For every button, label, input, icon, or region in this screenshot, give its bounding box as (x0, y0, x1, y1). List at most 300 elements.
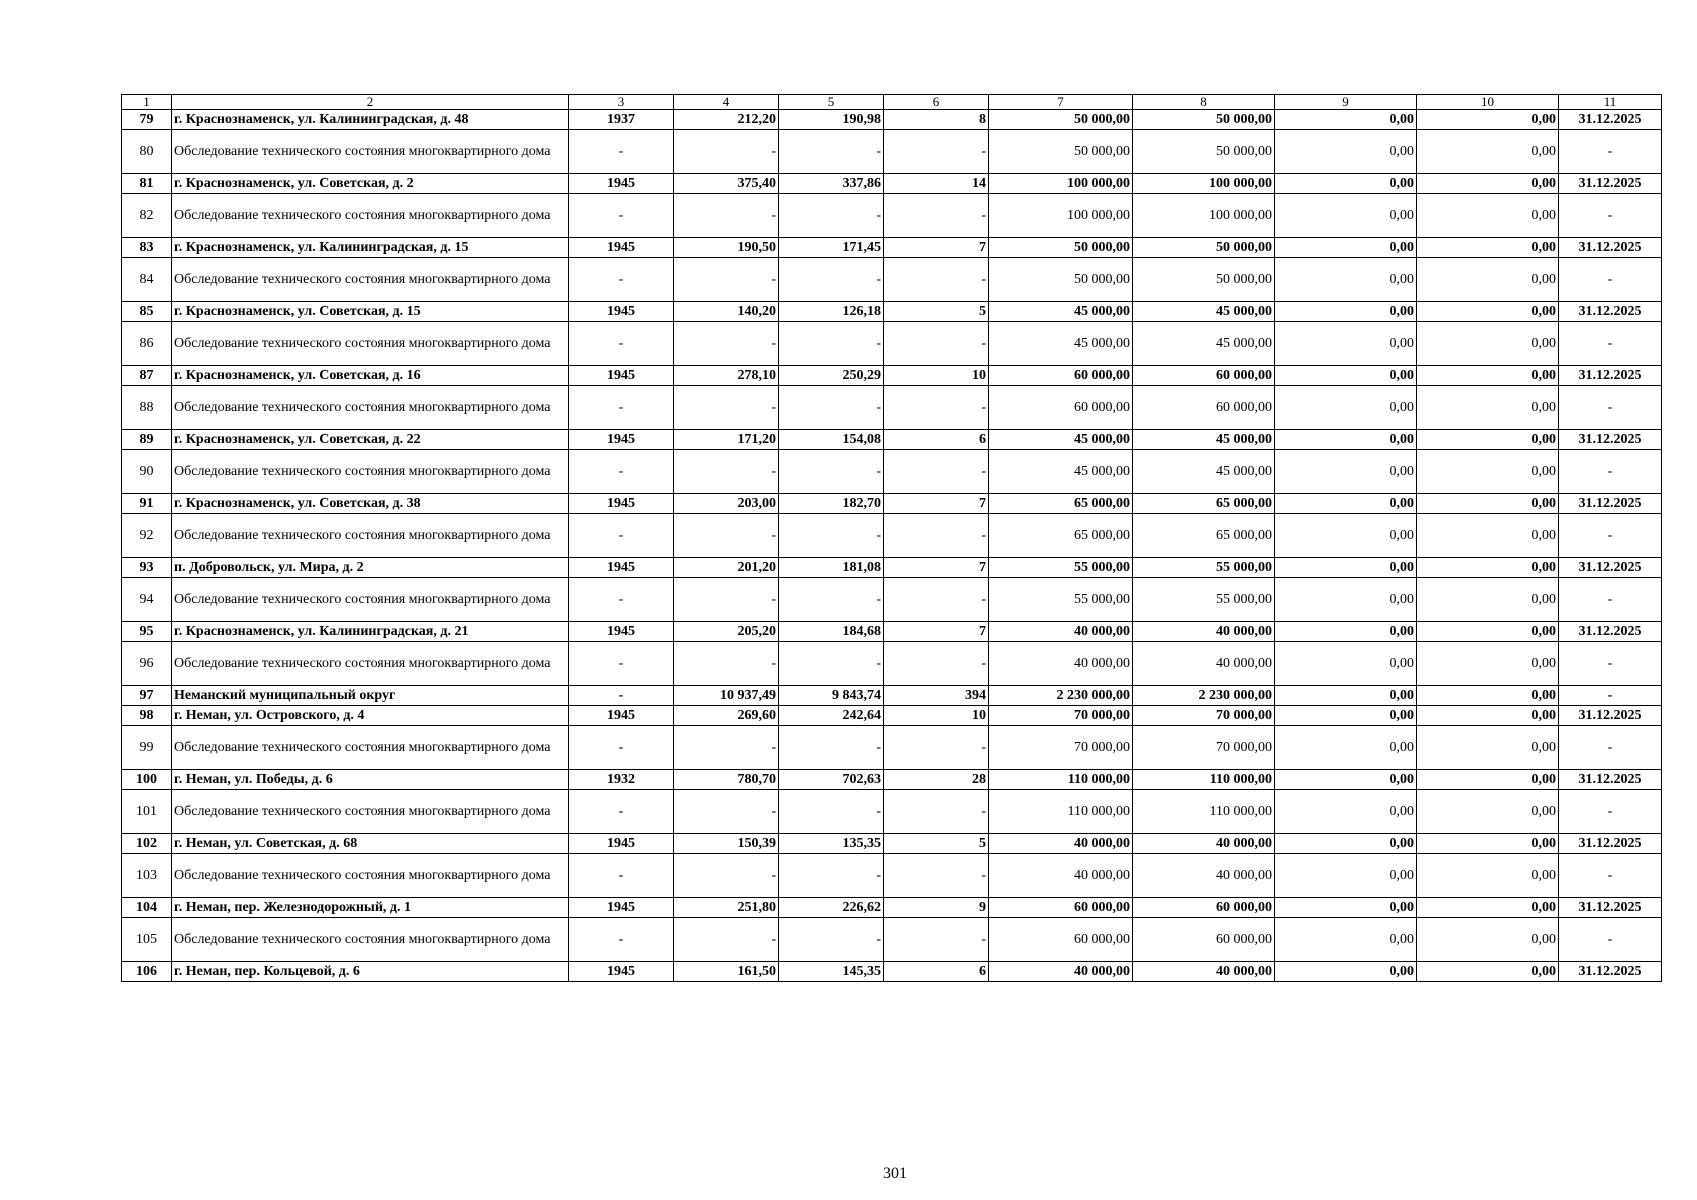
cell-col-3: 1945 (569, 238, 674, 258)
cell-col-11: 31.12.2025 (1559, 174, 1662, 194)
cell-col-2: Обследование технического состояния многоквартирного дома (172, 578, 569, 622)
table-row-address (122, 110, 1662, 130)
cell-col-4: - (674, 450, 779, 494)
cell-col-4: 171,20 (674, 430, 779, 450)
cell-col-1: 98 (122, 706, 172, 726)
cell-col-8: 45 000,00 (1133, 302, 1275, 322)
column-header-10: 10 (1417, 95, 1559, 110)
cell-col-2: Обследование технического состояния многоквартирного дома (172, 514, 569, 558)
cell-col-9: 0,00 (1275, 706, 1417, 726)
cell-col-10: 0,00 (1417, 322, 1559, 366)
table-row-address (122, 898, 1662, 918)
cell-col-8: 60 000,00 (1133, 366, 1275, 386)
cell-col-4: - (674, 642, 779, 686)
cell-col-3: 1937 (569, 110, 674, 130)
table-row-survey (122, 578, 1662, 622)
cell-col-4: 375,40 (674, 174, 779, 194)
cell-col-4: - (674, 258, 779, 302)
document-table-container (121, 94, 1662, 982)
cell-col-6: 5 (884, 302, 989, 322)
cell-col-8: 50 000,00 (1133, 238, 1275, 258)
cell-col-6: 6 (884, 430, 989, 450)
cell-col-10: 0,00 (1417, 174, 1559, 194)
cell-col-7: 50 000,00 (989, 130, 1133, 174)
cell-col-2: г. Краснознаменск, ул. Калининградская, д. 15 (172, 238, 569, 258)
cell-col-5: - (779, 642, 884, 686)
cell-col-11: 31.12.2025 (1559, 366, 1662, 386)
cell-col-5: - (779, 514, 884, 558)
table-row-address (122, 366, 1662, 386)
cell-col-7: 60 000,00 (989, 386, 1133, 430)
cell-col-4: 201,20 (674, 558, 779, 578)
column-header-7: 7 (989, 95, 1133, 110)
cell-col-8: 40 000,00 (1133, 962, 1275, 982)
cell-col-7: 45 000,00 (989, 322, 1133, 366)
cell-col-1: 85 (122, 302, 172, 322)
cell-col-2: Обследование технического состояния многоквартирного дома (172, 854, 569, 898)
cell-col-4: 212,20 (674, 110, 779, 130)
cell-col-5: - (779, 578, 884, 622)
cell-col-10: 0,00 (1417, 450, 1559, 494)
cell-col-1: 90 (122, 450, 172, 494)
cell-col-2: г. Неман, ул. Победы, д. 6 (172, 770, 569, 790)
cell-col-4: - (674, 578, 779, 622)
cell-col-4: - (674, 322, 779, 366)
cell-col-9: 0,00 (1275, 686, 1417, 706)
cell-col-7: 40 000,00 (989, 834, 1133, 854)
cell-col-3: - (569, 322, 674, 366)
cell-col-8: 60 000,00 (1133, 386, 1275, 430)
table-row-survey (122, 790, 1662, 834)
cell-col-9: 0,00 (1275, 110, 1417, 130)
cell-col-9: 0,00 (1275, 854, 1417, 898)
cell-col-11: - (1559, 790, 1662, 834)
document-table (121, 94, 1662, 982)
cell-col-9: 0,00 (1275, 302, 1417, 322)
cell-col-7: 65 000,00 (989, 514, 1133, 558)
cell-col-10: 0,00 (1417, 130, 1559, 174)
cell-col-6: - (884, 194, 989, 238)
table-row-survey (122, 130, 1662, 174)
cell-col-4: 780,70 (674, 770, 779, 790)
cell-col-9: 0,00 (1275, 450, 1417, 494)
cell-col-2: Обследование технического состояния многоквартирного дома (172, 258, 569, 302)
cell-col-1: 95 (122, 622, 172, 642)
cell-col-3: 1945 (569, 430, 674, 450)
cell-col-7: 45 000,00 (989, 430, 1133, 450)
cell-col-6: - (884, 918, 989, 962)
cell-col-7: 55 000,00 (989, 578, 1133, 622)
cell-col-5: - (779, 726, 884, 770)
cell-col-1: 88 (122, 386, 172, 430)
cell-col-4: 269,60 (674, 706, 779, 726)
cell-col-2: Обследование технического состояния многоквартирного дома (172, 726, 569, 770)
cell-col-7: 100 000,00 (989, 174, 1133, 194)
cell-col-3: - (569, 386, 674, 430)
cell-col-6: - (884, 578, 989, 622)
table-row-survey (122, 918, 1662, 962)
cell-col-2: г. Краснознаменск, ул. Советская, д. 38 (172, 494, 569, 514)
cell-col-5: 145,35 (779, 962, 884, 982)
cell-col-3: - (569, 514, 674, 558)
cell-col-11: - (1559, 258, 1662, 302)
cell-col-3: - (569, 258, 674, 302)
cell-col-2: г. Неман, пер. Кольцевой, д. 6 (172, 962, 569, 982)
cell-col-2: г. Краснознаменск, ул. Советская, д. 22 (172, 430, 569, 450)
cell-col-7: 65 000,00 (989, 494, 1133, 514)
cell-col-2: Обследование технического состояния многоквартирного дома (172, 642, 569, 686)
cell-col-5: 126,18 (779, 302, 884, 322)
cell-col-3: - (569, 194, 674, 238)
table-row-survey (122, 450, 1662, 494)
cell-col-7: 100 000,00 (989, 194, 1133, 238)
cell-col-10: 0,00 (1417, 834, 1559, 854)
cell-col-4: 203,00 (674, 494, 779, 514)
cell-col-11: 31.12.2025 (1559, 494, 1662, 514)
cell-col-1: 86 (122, 322, 172, 366)
page-number: 301 (883, 1165, 907, 1182)
cell-col-9: 0,00 (1275, 174, 1417, 194)
cell-col-6: 7 (884, 238, 989, 258)
cell-col-6: 394 (884, 686, 989, 706)
cell-col-3: 1945 (569, 622, 674, 642)
cell-col-8: 55 000,00 (1133, 558, 1275, 578)
cell-col-8: 55 000,00 (1133, 578, 1275, 622)
cell-col-6: 14 (884, 174, 989, 194)
cell-col-11: 31.12.2025 (1559, 238, 1662, 258)
cell-col-6: 10 (884, 366, 989, 386)
cell-col-4: 140,20 (674, 302, 779, 322)
cell-col-3: - (569, 854, 674, 898)
cell-col-11: 31.12.2025 (1559, 622, 1662, 642)
cell-col-6: - (884, 386, 989, 430)
cell-col-3: - (569, 578, 674, 622)
cell-col-4: - (674, 194, 779, 238)
cell-col-7: 70 000,00 (989, 706, 1133, 726)
cell-col-2: г. Краснознаменск, ул. Советская, д. 16 (172, 366, 569, 386)
cell-col-10: 0,00 (1417, 622, 1559, 642)
cell-col-7: 45 000,00 (989, 302, 1133, 322)
cell-col-9: 0,00 (1275, 962, 1417, 982)
column-number-header-row (122, 95, 1662, 110)
cell-col-11: 31.12.2025 (1559, 706, 1662, 726)
cell-col-2: Обследование технического состояния многоквартирного дома (172, 386, 569, 430)
cell-col-9: 0,00 (1275, 322, 1417, 366)
table-row-address (122, 962, 1662, 982)
cell-col-10: 0,00 (1417, 918, 1559, 962)
column-header-11: 11 (1559, 95, 1662, 110)
cell-col-4: 161,50 (674, 962, 779, 982)
cell-col-3: 1945 (569, 494, 674, 514)
cell-col-6: 5 (884, 834, 989, 854)
cell-col-5: - (779, 450, 884, 494)
cell-col-3: - (569, 726, 674, 770)
cell-col-10: 0,00 (1417, 770, 1559, 790)
cell-col-1: 84 (122, 258, 172, 302)
table-row-address (122, 770, 1662, 790)
cell-col-6: - (884, 854, 989, 898)
cell-col-6: - (884, 642, 989, 686)
cell-col-8: 100 000,00 (1133, 194, 1275, 238)
cell-col-6: - (884, 258, 989, 302)
cell-col-7: 40 000,00 (989, 962, 1133, 982)
cell-col-11: - (1559, 514, 1662, 558)
cell-col-8: 70 000,00 (1133, 706, 1275, 726)
cell-col-3: 1945 (569, 558, 674, 578)
cell-col-1: 104 (122, 898, 172, 918)
column-header-8: 8 (1133, 95, 1275, 110)
cell-col-7: 50 000,00 (989, 238, 1133, 258)
cell-col-3: 1945 (569, 174, 674, 194)
cell-col-9: 0,00 (1275, 238, 1417, 258)
cell-col-9: 0,00 (1275, 430, 1417, 450)
cell-col-1: 97 (122, 686, 172, 706)
cell-col-5: 337,86 (779, 174, 884, 194)
table-row-address (122, 494, 1662, 514)
cell-col-8: 60 000,00 (1133, 898, 1275, 918)
cell-col-8: 40 000,00 (1133, 622, 1275, 642)
cell-col-3: 1945 (569, 962, 674, 982)
cell-col-8: 60 000,00 (1133, 918, 1275, 962)
cell-col-6: 10 (884, 706, 989, 726)
cell-col-4: 205,20 (674, 622, 779, 642)
cell-col-3: 1945 (569, 366, 674, 386)
column-header-2: 2 (172, 95, 569, 110)
cell-col-8: 65 000,00 (1133, 494, 1275, 514)
table-row-survey (122, 386, 1662, 430)
cell-col-11: 31.12.2025 (1559, 430, 1662, 450)
cell-col-3: 1945 (569, 302, 674, 322)
cell-col-9: 0,00 (1275, 558, 1417, 578)
cell-col-6: - (884, 450, 989, 494)
cell-col-1: 99 (122, 726, 172, 770)
cell-col-10: 0,00 (1417, 386, 1559, 430)
cell-col-11: 31.12.2025 (1559, 110, 1662, 130)
cell-col-2: Неманский муниципальный округ (172, 686, 569, 706)
cell-col-1: 91 (122, 494, 172, 514)
cell-col-1: 87 (122, 366, 172, 386)
cell-col-7: 60 000,00 (989, 366, 1133, 386)
cell-col-7: 110 000,00 (989, 770, 1133, 790)
cell-col-8: 50 000,00 (1133, 258, 1275, 302)
cell-col-6: 7 (884, 622, 989, 642)
cell-col-7: 110 000,00 (989, 790, 1133, 834)
cell-col-11: - (1559, 578, 1662, 622)
cell-col-4: - (674, 726, 779, 770)
cell-col-10: 0,00 (1417, 706, 1559, 726)
cell-col-5: 250,29 (779, 366, 884, 386)
cell-col-11: 31.12.2025 (1559, 962, 1662, 982)
cell-col-11: 31.12.2025 (1559, 834, 1662, 854)
cell-col-10: 0,00 (1417, 790, 1559, 834)
cell-col-9: 0,00 (1275, 494, 1417, 514)
cell-col-5: 181,08 (779, 558, 884, 578)
cell-col-4: - (674, 130, 779, 174)
cell-col-1: 100 (122, 770, 172, 790)
cell-col-2: г. Краснознаменск, ул. Советская, д. 15 (172, 302, 569, 322)
cell-col-5: 242,64 (779, 706, 884, 726)
cell-col-6: 6 (884, 962, 989, 982)
cell-col-9: 0,00 (1275, 898, 1417, 918)
cell-col-11: - (1559, 130, 1662, 174)
cell-col-11: - (1559, 686, 1662, 706)
cell-col-10: 0,00 (1417, 686, 1559, 706)
cell-col-5: - (779, 918, 884, 962)
cell-col-10: 0,00 (1417, 494, 1559, 514)
table-row-survey (122, 854, 1662, 898)
cell-col-6: 9 (884, 898, 989, 918)
cell-col-9: 0,00 (1275, 770, 1417, 790)
cell-col-8: 45 000,00 (1133, 322, 1275, 366)
cell-col-10: 0,00 (1417, 194, 1559, 238)
column-header-5: 5 (779, 95, 884, 110)
cell-col-6: - (884, 726, 989, 770)
table-row-address (122, 238, 1662, 258)
cell-col-9: 0,00 (1275, 642, 1417, 686)
cell-col-1: 80 (122, 130, 172, 174)
cell-col-9: 0,00 (1275, 790, 1417, 834)
column-header-4: 4 (674, 95, 779, 110)
cell-col-8: 40 000,00 (1133, 854, 1275, 898)
cell-col-1: 92 (122, 514, 172, 558)
cell-col-6: - (884, 514, 989, 558)
cell-col-3: - (569, 130, 674, 174)
cell-col-5: 171,45 (779, 238, 884, 258)
cell-col-1: 82 (122, 194, 172, 238)
cell-col-7: 40 000,00 (989, 642, 1133, 686)
column-header-3: 3 (569, 95, 674, 110)
column-header-9: 9 (1275, 95, 1417, 110)
cell-col-9: 0,00 (1275, 366, 1417, 386)
cell-col-10: 0,00 (1417, 962, 1559, 982)
cell-col-1: 96 (122, 642, 172, 686)
table-row-survey (122, 194, 1662, 238)
cell-col-2: г. Неман, пер. Железнодорожный, д. 1 (172, 898, 569, 918)
cell-col-9: 0,00 (1275, 386, 1417, 430)
cell-col-3: - (569, 918, 674, 962)
cell-col-11: - (1559, 854, 1662, 898)
table-row-survey (122, 514, 1662, 558)
cell-col-11: 31.12.2025 (1559, 302, 1662, 322)
cell-col-4: 10 937,49 (674, 686, 779, 706)
cell-col-1: 101 (122, 790, 172, 834)
cell-col-8: 50 000,00 (1133, 130, 1275, 174)
cell-col-1: 103 (122, 854, 172, 898)
cell-col-9: 0,00 (1275, 130, 1417, 174)
cell-col-3: 1932 (569, 770, 674, 790)
cell-col-6: 7 (884, 494, 989, 514)
cell-col-1: 106 (122, 962, 172, 982)
cell-col-4: - (674, 386, 779, 430)
cell-col-7: 2 230 000,00 (989, 686, 1133, 706)
cell-col-5: - (779, 790, 884, 834)
cell-col-5: 190,98 (779, 110, 884, 130)
cell-col-8: 45 000,00 (1133, 450, 1275, 494)
cell-col-2: г. Краснознаменск, ул. Калининградская, д. 21 (172, 622, 569, 642)
cell-col-1: 89 (122, 430, 172, 450)
cell-col-5: - (779, 130, 884, 174)
cell-col-5: 184,68 (779, 622, 884, 642)
cell-col-11: - (1559, 642, 1662, 686)
cell-col-4: - (674, 854, 779, 898)
cell-col-5: 135,35 (779, 834, 884, 854)
cell-col-9: 0,00 (1275, 834, 1417, 854)
cell-col-5: 154,08 (779, 430, 884, 450)
cell-col-8: 100 000,00 (1133, 174, 1275, 194)
cell-col-9: 0,00 (1275, 726, 1417, 770)
cell-col-8: 70 000,00 (1133, 726, 1275, 770)
cell-col-4: 278,10 (674, 366, 779, 386)
cell-col-7: 50 000,00 (989, 258, 1133, 302)
cell-col-9: 0,00 (1275, 514, 1417, 558)
cell-col-10: 0,00 (1417, 578, 1559, 622)
table-row-address (122, 834, 1662, 854)
table-row-address (122, 686, 1662, 706)
cell-col-5: - (779, 322, 884, 366)
table-row-survey (122, 322, 1662, 366)
cell-col-7: 45 000,00 (989, 450, 1133, 494)
cell-col-11: - (1559, 726, 1662, 770)
cell-col-11: - (1559, 450, 1662, 494)
cell-col-10: 0,00 (1417, 430, 1559, 450)
cell-col-8: 40 000,00 (1133, 642, 1275, 686)
cell-col-10: 0,00 (1417, 642, 1559, 686)
cell-col-9: 0,00 (1275, 258, 1417, 302)
cell-col-2: Обследование технического состояния многоквартирного дома (172, 130, 569, 174)
cell-col-7: 55 000,00 (989, 558, 1133, 578)
cell-col-8: 2 230 000,00 (1133, 686, 1275, 706)
cell-col-11: - (1559, 322, 1662, 366)
cell-col-1: 93 (122, 558, 172, 578)
table-row-survey (122, 726, 1662, 770)
cell-col-10: 0,00 (1417, 302, 1559, 322)
cell-col-1: 79 (122, 110, 172, 130)
cell-col-2: г. Неман, ул. Советская, д. 68 (172, 834, 569, 854)
cell-col-11: - (1559, 194, 1662, 238)
cell-col-3: - (569, 642, 674, 686)
cell-col-7: 60 000,00 (989, 898, 1133, 918)
cell-col-10: 0,00 (1417, 898, 1559, 918)
cell-col-3: - (569, 686, 674, 706)
cell-col-2: Обследование технического состояния многоквартирного дома (172, 322, 569, 366)
cell-col-11: - (1559, 918, 1662, 962)
cell-col-2: г. Краснознаменск, ул. Советская, д. 2 (172, 174, 569, 194)
cell-col-6: 28 (884, 770, 989, 790)
cell-col-2: п. Добровольск, ул. Мира, д. 2 (172, 558, 569, 578)
cell-col-4: 251,80 (674, 898, 779, 918)
cell-col-10: 0,00 (1417, 514, 1559, 558)
cell-col-3: 1945 (569, 706, 674, 726)
cell-col-10: 0,00 (1417, 110, 1559, 130)
cell-col-8: 40 000,00 (1133, 834, 1275, 854)
column-header-1: 1 (122, 95, 172, 110)
cell-col-2: Обследование технического состояния многоквартирного дома (172, 450, 569, 494)
cell-col-10: 0,00 (1417, 854, 1559, 898)
cell-col-6: - (884, 790, 989, 834)
cell-col-9: 0,00 (1275, 194, 1417, 238)
cell-col-5: 9 843,74 (779, 686, 884, 706)
cell-col-10: 0,00 (1417, 726, 1559, 770)
cell-col-1: 94 (122, 578, 172, 622)
cell-col-5: 182,70 (779, 494, 884, 514)
cell-col-4: - (674, 790, 779, 834)
cell-col-5: 226,62 (779, 898, 884, 918)
cell-col-11: 31.12.2025 (1559, 898, 1662, 918)
column-header-6: 6 (884, 95, 989, 110)
cell-col-5: 702,63 (779, 770, 884, 790)
cell-col-2: г. Краснознаменск, ул. Калининградская, д. 48 (172, 110, 569, 130)
cell-col-3: - (569, 450, 674, 494)
